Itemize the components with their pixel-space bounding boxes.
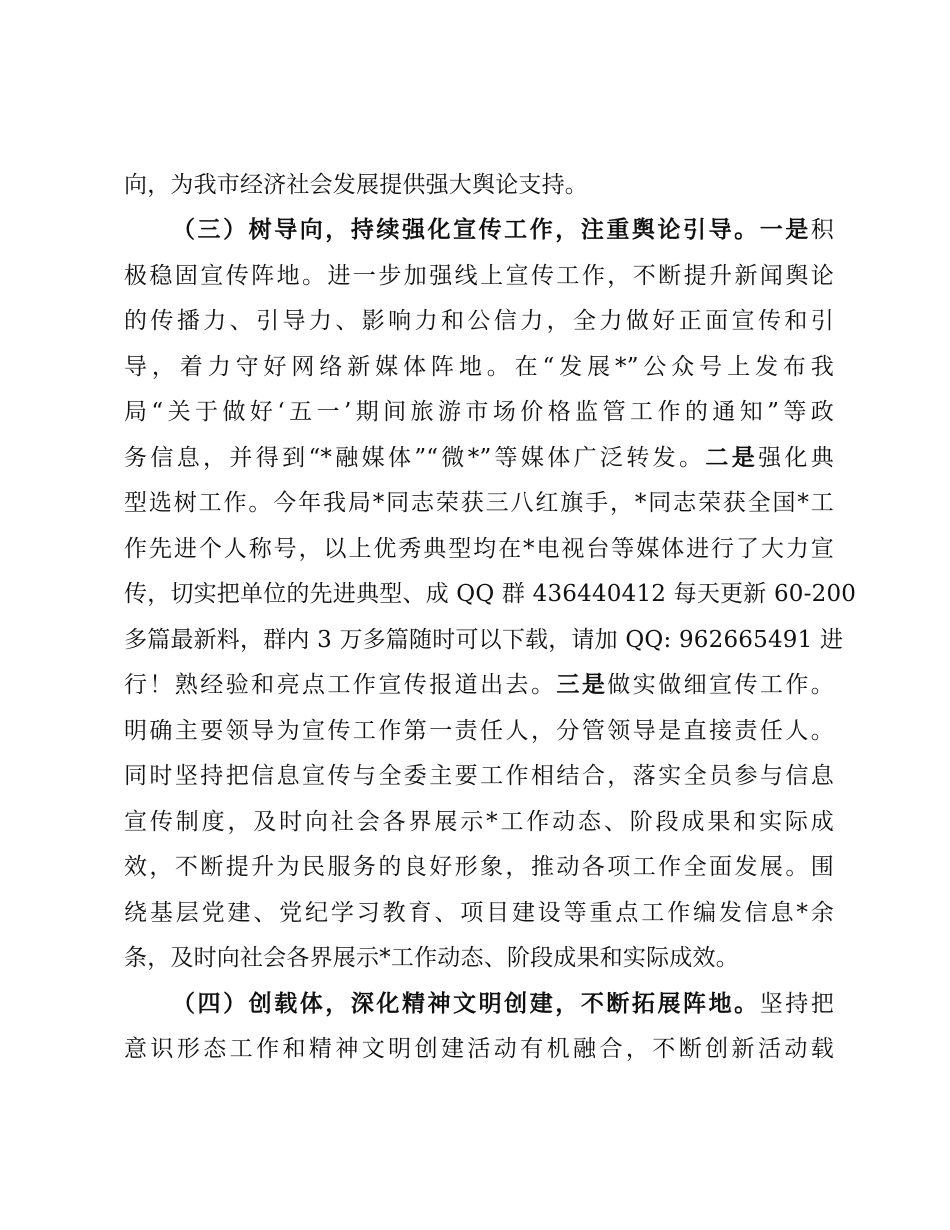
text-line: 局“关于做好‘五一’期间旅游市场价格监管工作的通知”等政 xyxy=(124,399,834,425)
text-line: 意识形态工作和精神文明创建活动有机融合，不断创新活动载 xyxy=(124,1036,834,1062)
text-line: 行！熟经验和亮点工作宣传报道出去。三是做实做细宣传工作。 xyxy=(124,671,834,698)
text-line: 务信息，并得到“*融媒体”“微*”等媒体广泛转发。二是强化典 xyxy=(124,444,834,471)
text-line: 效，不断提升为民服务的良好形象，推动各项工作全面发展。围 xyxy=(124,854,834,880)
text-line: 传，切实把单位的先进典型、成 QQ 群 436440412 每天更新 60-200 xyxy=(124,581,857,607)
section-heading-3: （三）树导向，持续强化宣传工作，注重舆论引导。一是积 xyxy=(172,216,834,243)
text-line: 条，及时向社会各界展示*工作动态、阶段成果和实际成效。 xyxy=(124,945,739,971)
text-line: 同时坚持把信息宣传与全委主要工作相结合，落实全员参与信息 xyxy=(124,763,834,789)
section-heading-4: （四）创载体，深化精神文明创建，不断拓展阵地。坚持把 xyxy=(172,990,834,1017)
text-line: 极稳固宣传阵地。进一步加强线上宣传工作，不断提升新闻舆论 xyxy=(124,263,834,289)
text-line: 作先进个人称号，以上优秀典型均在*电视台等媒体进行了大力宣 xyxy=(124,536,834,562)
text-line: 的传播力、引导力、影响力和公信力，全力做好正面宣传和引 xyxy=(124,308,834,334)
text-line: 型选树工作。今年我局*同志荣获三八红旗手，*同志荣获全国*工 xyxy=(124,490,834,516)
text-line: 绕基层党建、党纪学习教育、项目建设等重点工作编发信息*余 xyxy=(124,900,834,926)
text-line: 导，着力守好网络新媒体阵地。在“发展*”公众号上发布我 xyxy=(124,354,834,380)
text-line: 多篇最新料，群内 3 万多篇随时可以下载，请加 QQ: 962665491 进 xyxy=(124,627,844,653)
text-line: 宣传制度，及时向社会各界展示*工作动态、阶段成果和实际成 xyxy=(124,809,834,835)
text-line: 向，为我市经济社会发展提供强大舆论支持。 xyxy=(124,172,588,198)
text-line: 明确主要领导为宣传工作第一责任人，分管领导是直接责任人。 xyxy=(124,718,834,744)
